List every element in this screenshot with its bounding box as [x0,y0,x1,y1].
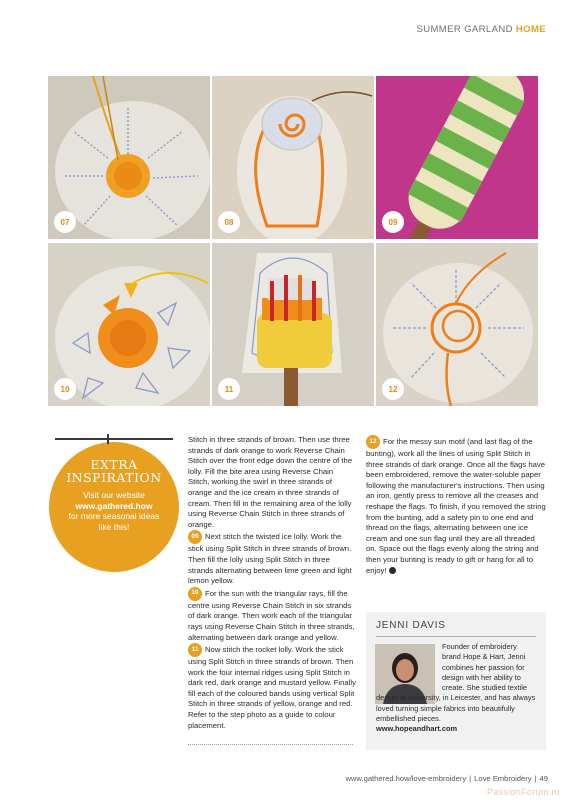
step-09-paragraph: 09 Next stitch the twisted ice lolly. Work the stick using Split Stitch in three strands of brown. Then fill the lolly using Split Stitch in three strands alternating between lime green and light lemon yellow. [188,530,356,586]
footer-url[interactable]: www.gathered.how/love-embroidery [345,774,467,783]
author-box [366,612,546,750]
inspiration-link[interactable]: www.gathered.how [75,500,153,511]
page-footer: www.gathered.how/love-embroidery | Love Embroidery | 49 [345,774,548,783]
pin-head [107,434,109,444]
author-bio: Founder of embroidery brand Hope & Hart, Jenni combines her passion for design with her ability to create. She studied textile design at university, in Leicester, and has always loved turning simple fabrics into beautifully embellished pieces. www.hopeandhart.com [376,642,536,734]
step-11-paragraph: 11 Now stitch the rocket lolly. Work the stick using Split Stitch in three strands of brown. Then work the four internal ridges using Split Stitch in dark red, dark orange and mustard yellow. Finally fill each of the coloured bands using vertical Split Stitch in three strands of yellow, orange and red. Refer to the step photo as a guide to colour placement. [188,643,356,731]
extra-inspiration-callout [49,442,179,572]
column-divider [188,744,353,745]
step-badge: 11 [218,378,240,400]
inspiration-text: Visit our website www.gathered.how for more seasonal ideas like this! [68,490,160,532]
step-photo-12 [376,243,538,406]
author-rule [376,636,536,637]
footer-magazine: Love Embroidery [474,774,532,783]
step-photo-07 [48,76,210,239]
step-badge: 07 [54,211,76,233]
step-number-badge: 12 [366,435,380,449]
header-accent: HOME [515,24,546,35]
step-number-badge: 09 [188,530,202,544]
author-name: JENNI DAVIS [376,620,446,631]
step-photo-11 [212,243,374,406]
step-badge: 09 [382,211,404,233]
header-section: SUMMER GARLAND [416,24,513,35]
step-badge: 08 [218,211,240,233]
step-photo-10 [48,243,210,406]
page-number: 49 [539,774,548,783]
step-number-badge: 10 [188,587,202,601]
step-10-paragraph: 10 For the sun with the triangular rays, fill the centre using Reverse Chain Stitch in six strands of dark orange. Then work each of the triangular rays using Reverse Chain Stitch in three strands, alternating between dark orange and yellow. [188,587,356,643]
body-column-2 [366,435,546,576]
end-mark-icon [389,567,396,574]
pin-line [55,438,173,440]
step-photo-09 [376,76,538,239]
step-badge: 12 [382,378,404,400]
watermark: PassionForum.ru [486,787,560,797]
step-12-paragraph: 12 For the messy sun motif (and last flag of the bunting), work all the lines of using Split Stitch in three strands of dark orange. Once all the flags have been embroidered, remove the water-soluble paper following the manufacturer's instructions. Then using an iron, gently press to remove all the creases and reshape the flags. To finish, if you removed the string from the bunting, add a safety pin to one end and thread on the flags, alternating between one ice cream and one sun flag until they are all threaded on. Space out the flags evenly along the string and then your bunting is ready to gift or hang for all to enjoy! [366,435,546,576]
intro-paragraph: Stitch in three strands of brown. Then use three strands of dark orange to work Reverse Chain Stitch over the front edge down the centre of the lolly. Fill the bite area using Reverse Chain Stitch, working the swirl in three strands of orange and the ice cream in three strands of cream. Then fill in the remaining area of the lolly using Reverse Chain Stitch in three strands of orange. [188,435,353,529]
body-column-1 [188,435,356,731]
step-badge: 10 [54,378,76,400]
running-header [416,24,546,35]
step-number-badge: 11 [188,643,202,657]
step-photo-08 [212,76,374,239]
author-website-link[interactable]: www.hopeandhart.com [376,724,458,734]
inspiration-title: EXTRA INSPIRATION [66,457,162,485]
